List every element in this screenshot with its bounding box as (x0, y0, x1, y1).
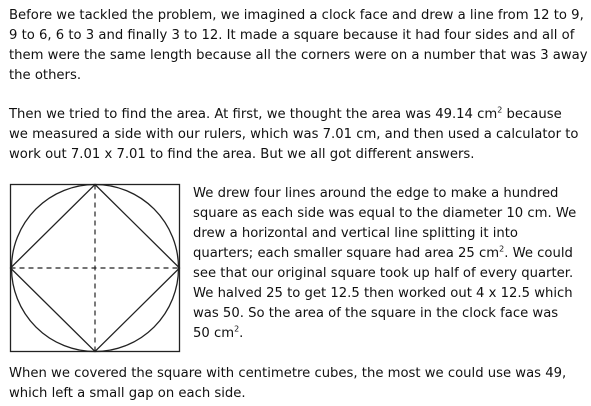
explanation-line-7: was 50. So the area of the square in the clock face was (193, 306, 559, 321)
superscript-2: 2 (497, 105, 503, 115)
explanation-line-8-text: 50 cm (193, 326, 235, 341)
explanation-line-5: see that our original square took up half of every quarter. (193, 266, 574, 281)
cubes-paragraph (9, 364, 566, 404)
explanation-line-4-end: . We could (504, 246, 573, 261)
clock-square-diagram (9, 183, 181, 353)
intro-line-2: 9 to 6, 6 to 3 and finally 3 to 12. It made a square because it had four sides and all of (9, 28, 575, 43)
intro-line-1: Before we tackled the problem, we imagined a clock face and drew a line from 12 to 9, (9, 8, 584, 23)
explanation-line-8-end: . (239, 326, 244, 341)
area-attempt-line-1-end: because (502, 107, 562, 122)
intro-paragraph (9, 6, 588, 86)
explanation-paragraph (193, 184, 576, 344)
area-attempt-line-3: work out 7.01 x 7.01 to find the area. But we all got different answers. (9, 147, 475, 162)
superscript-2: 2 (234, 324, 240, 334)
area-attempt-paragraph (9, 105, 578, 165)
area-attempt-line-2: we measured a side with our rulers, which was 7.01 cm, and then used a calculator to (9, 127, 579, 142)
explanation-line-6: We halved 25 to get 12.5 then worked out 4 x 12.5 which (193, 286, 573, 301)
explanation-line-4 (193, 244, 576, 264)
explanation-line-1: We drew four lines around the edge to make a hundred (193, 186, 559, 201)
intro-line-3: them were the same length because all the corners were on a number that was 3 away (9, 48, 588, 63)
area-attempt-line-1-text: Then we tried to find the area. At first, we thought the area was 49.14 cm (9, 107, 498, 122)
explanation-line-4-text: quarters; each smaller square had area 25 cm (193, 246, 500, 261)
intro-line-4: the others. (9, 68, 82, 83)
explanation-line-8 (193, 324, 576, 344)
cubes-line-1: When we covered the square with centimetre cubes, the most we could use was 49, (9, 366, 567, 381)
cubes-line-2: which left a small gap on each side. (9, 386, 246, 401)
superscript-2: 2 (499, 244, 505, 254)
explanation-line-2: square as each side was equal to the diameter 10 cm. We (193, 206, 577, 221)
area-attempt-line-1 (9, 105, 578, 125)
explanation-line-3: drew a horizontal and vertical line splitting it into (193, 226, 518, 241)
